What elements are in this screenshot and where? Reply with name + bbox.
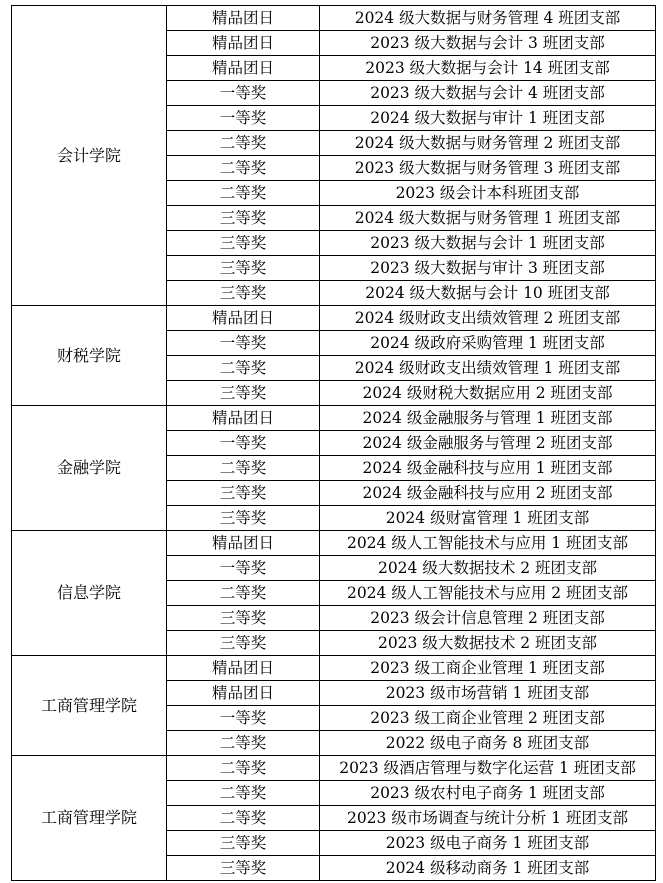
award-cell: 精品团日 xyxy=(167,531,320,556)
award-cell: 一等奖 xyxy=(167,431,320,456)
table-row xyxy=(12,406,656,431)
award-cell: 三等奖 xyxy=(167,256,320,281)
college-cell: 工商管理学院 xyxy=(12,656,167,756)
branch-cell: 2024 级大数据与审计 1 班团支部 xyxy=(320,106,656,131)
award-cell: 二等奖 xyxy=(167,156,320,181)
branch-cell: 2024 级大数据与财务管理 1 班团支部 xyxy=(320,206,656,231)
branch-cell: 2023 级市场调查与统计分析 1 班团支部 xyxy=(320,806,656,831)
branch-cell: 2024 级金融科技与应用 1 班团支部 xyxy=(320,456,656,481)
branch-cell: 2024 级金融服务与管理 2 班团支部 xyxy=(320,431,656,456)
branch-cell: 2024 级财富管理 1 班团支部 xyxy=(320,506,656,531)
award-cell: 一等奖 xyxy=(167,106,320,131)
branch-cell: 2023 级大数据与会计 14 班团支部 xyxy=(320,56,656,81)
branch-cell: 2023 级会计信息管理 2 班团支部 xyxy=(320,606,656,631)
branch-cell: 2023 级大数据技术 2 班团支部 xyxy=(320,631,656,656)
branch-cell: 2024 级金融科技与应用 2 班团支部 xyxy=(320,481,656,506)
branch-cell: 2023 级农村电子商务 1 班团支部 xyxy=(320,781,656,806)
branch-cell: 2023 级市场营销 1 班团支部 xyxy=(320,681,656,706)
award-cell: 二等奖 xyxy=(167,131,320,156)
branch-cell: 2023 级大数据与审计 3 班团支部 xyxy=(320,256,656,281)
branch-cell: 2023 级大数据与会计 1 班团支部 xyxy=(320,231,656,256)
award-cell: 二等奖 xyxy=(167,731,320,756)
award-cell: 一等奖 xyxy=(167,556,320,581)
branch-cell: 2024 级人工智能技术与应用 1 班团支部 xyxy=(320,531,656,556)
branch-cell: 2024 级大数据技术 2 班团支部 xyxy=(320,556,656,581)
award-cell: 精品团日 xyxy=(167,6,320,31)
award-cell: 三等奖 xyxy=(167,481,320,506)
branch-cell: 2023 级酒店管理与数字化运营 1 班团支部 xyxy=(320,756,656,781)
table-row xyxy=(12,6,656,31)
branch-cell: 2024 级金融服务与管理 1 班团支部 xyxy=(320,406,656,431)
award-cell: 精品团日 xyxy=(167,681,320,706)
award-cell: 三等奖 xyxy=(167,631,320,656)
award-cell: 一等奖 xyxy=(167,331,320,356)
award-cell: 精品团日 xyxy=(167,406,320,431)
college-cell: 财税学院 xyxy=(12,306,167,406)
branch-cell: 2024 级政府采购管理 1 班团支部 xyxy=(320,331,656,356)
award-cell: 三等奖 xyxy=(167,231,320,256)
branch-cell: 2024 级移动商务 1 班团支部 xyxy=(320,856,656,881)
award-cell: 三等奖 xyxy=(167,856,320,881)
branch-cell: 2023 级大数据与财务管理 3 班团支部 xyxy=(320,156,656,181)
branch-cell: 2023 级大数据与会计 4 班团支部 xyxy=(320,81,656,106)
award-cell: 一等奖 xyxy=(167,81,320,106)
branch-cell: 2024 级大数据与会计 10 班团支部 xyxy=(320,281,656,306)
branch-cell: 2023 级会计本科班团支部 xyxy=(320,181,656,206)
award-table xyxy=(11,5,656,881)
college-cell: 会计学院 xyxy=(12,6,167,306)
award-cell: 二等奖 xyxy=(167,806,320,831)
branch-cell: 2023 级电子商务 1 班团支部 xyxy=(320,831,656,856)
branch-cell: 2023 级大数据与会计 3 班团支部 xyxy=(320,31,656,56)
award-cell: 三等奖 xyxy=(167,281,320,306)
table-row xyxy=(12,656,656,681)
award-cell: 三等奖 xyxy=(167,606,320,631)
branch-cell: 2024 级大数据与财务管理 2 班团支部 xyxy=(320,131,656,156)
award-cell: 一等奖 xyxy=(167,706,320,731)
branch-cell: 2024 级财政支出绩效管理 1 班团支部 xyxy=(320,356,656,381)
award-cell: 二等奖 xyxy=(167,356,320,381)
award-cell: 二等奖 xyxy=(167,581,320,606)
branch-cell: 2023 级工商企业管理 1 班团支部 xyxy=(320,656,656,681)
award-cell: 三等奖 xyxy=(167,831,320,856)
award-cell: 精品团日 xyxy=(167,56,320,81)
table-row xyxy=(12,306,656,331)
award-cell: 三等奖 xyxy=(167,381,320,406)
branch-cell: 2023 级工商企业管理 2 班团支部 xyxy=(320,706,656,731)
award-cell: 三等奖 xyxy=(167,506,320,531)
branch-cell: 2022 级电子商务 8 班团支部 xyxy=(320,731,656,756)
college-cell: 信息学院 xyxy=(12,531,167,656)
branch-cell: 2024 级财税大数据应用 2 班团支部 xyxy=(320,381,656,406)
branch-cell: 2024 级财政支出绩效管理 2 班团支部 xyxy=(320,306,656,331)
award-cell: 二等奖 xyxy=(167,456,320,481)
award-cell: 二等奖 xyxy=(167,781,320,806)
college-cell: 工商管理学院 xyxy=(12,756,167,881)
college-cell: 金融学院 xyxy=(12,406,167,531)
branch-cell: 2024 级人工智能技术与应用 2 班团支部 xyxy=(320,581,656,606)
table-row xyxy=(12,756,656,781)
award-cell: 二等奖 xyxy=(167,756,320,781)
award-table-body xyxy=(12,6,656,881)
award-cell: 精品团日 xyxy=(167,31,320,56)
award-cell: 精品团日 xyxy=(167,656,320,681)
table-row xyxy=(12,531,656,556)
award-cell: 三等奖 xyxy=(167,206,320,231)
branch-cell: 2024 级大数据与财务管理 4 班团支部 xyxy=(320,6,656,31)
award-cell: 精品团日 xyxy=(167,306,320,331)
award-cell: 二等奖 xyxy=(167,181,320,206)
